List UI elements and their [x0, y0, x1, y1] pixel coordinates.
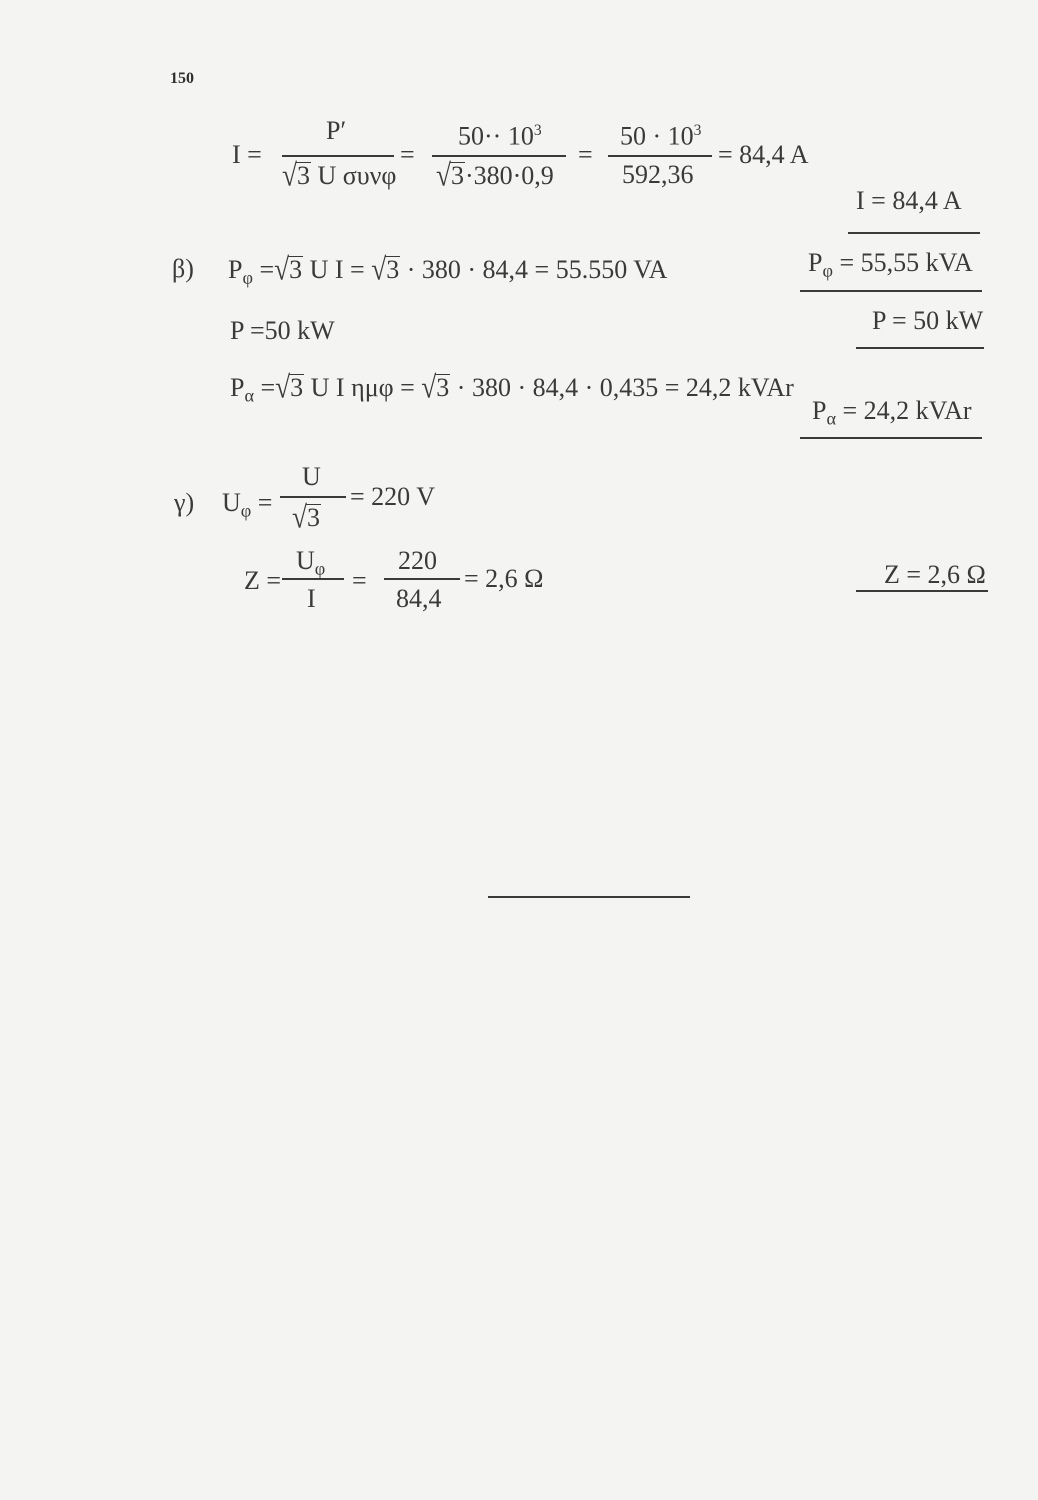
fraction-bar	[282, 155, 394, 157]
current-result: = 84,4 A	[718, 140, 809, 169]
fraction-bar	[282, 578, 344, 580]
frac2-denominator: √3·380·0,9	[436, 157, 554, 193]
equals-sign: =	[578, 140, 593, 169]
fraction-bar	[384, 578, 460, 580]
active-power-boxed: P = 50 kW	[872, 306, 984, 335]
phase-voltage-result: = 220 V	[350, 482, 435, 511]
section-end-rule	[488, 896, 690, 898]
frac1-numerator: P′	[326, 116, 347, 145]
voltage-fraction-numerator: U	[302, 462, 321, 491]
fraction-bar	[432, 155, 566, 157]
voltage-fraction-denominator: √3	[292, 499, 320, 535]
equals-sign: =	[400, 140, 415, 169]
current-boxed-result: I = 84,4 A	[856, 186, 962, 215]
part-c-label: γ)	[174, 488, 195, 517]
reactive-power-boxed: $P_\alpha = 24,2$ kVAr	[812, 396, 972, 429]
impedance-boxed-result: Z = 2,6 Ω	[884, 560, 986, 589]
result-underline	[856, 590, 988, 592]
page-number: 150	[170, 70, 194, 87]
reactive-power-expression: $P_\alpha =√3$ U I ημφ = √3 · 380 · 84,4 · 0,435 = 24,2 kVAr	[230, 369, 794, 406]
impedance-lhs: Z =	[244, 566, 282, 595]
impedance-frac2-denominator: 84,4	[396, 584, 442, 613]
impedance-frac2-numerator: 220	[398, 546, 437, 575]
apparent-power-expression: $P_\varphi =√3$ U I = √3 · 380 · 84,4 = 55.550 VA	[228, 251, 668, 288]
phase-voltage-lhs: $U_\varphi$ =	[222, 488, 273, 521]
result-underline	[856, 347, 984, 349]
current-lhs: I =	[232, 140, 262, 169]
result-underline	[800, 437, 982, 439]
equals-sign: =	[352, 566, 367, 595]
impedance-result: = 2,6 Ω	[464, 564, 544, 593]
part-b-label: β)	[172, 254, 194, 283]
impedance-frac1-denominator: I	[307, 584, 316, 613]
frac1-denominator: √3 U συνφ	[282, 157, 397, 193]
frac3-numerator: $50 \cdot 10^3$	[620, 121, 702, 151]
result-underline	[848, 232, 980, 234]
frac2-numerator: $50\cdot\cdot 10^3$	[458, 121, 542, 151]
fraction-bar	[608, 155, 712, 157]
active-power-expression: P =50 kW	[230, 316, 335, 345]
result-underline	[800, 290, 982, 292]
impedance-frac1-numerator: $U_\varphi$	[296, 546, 326, 579]
fraction-bar	[280, 496, 346, 498]
frac3-denominator: 592,36	[622, 160, 694, 189]
apparent-power-boxed: $P_\varphi = 55,55$ kVA	[808, 248, 973, 281]
